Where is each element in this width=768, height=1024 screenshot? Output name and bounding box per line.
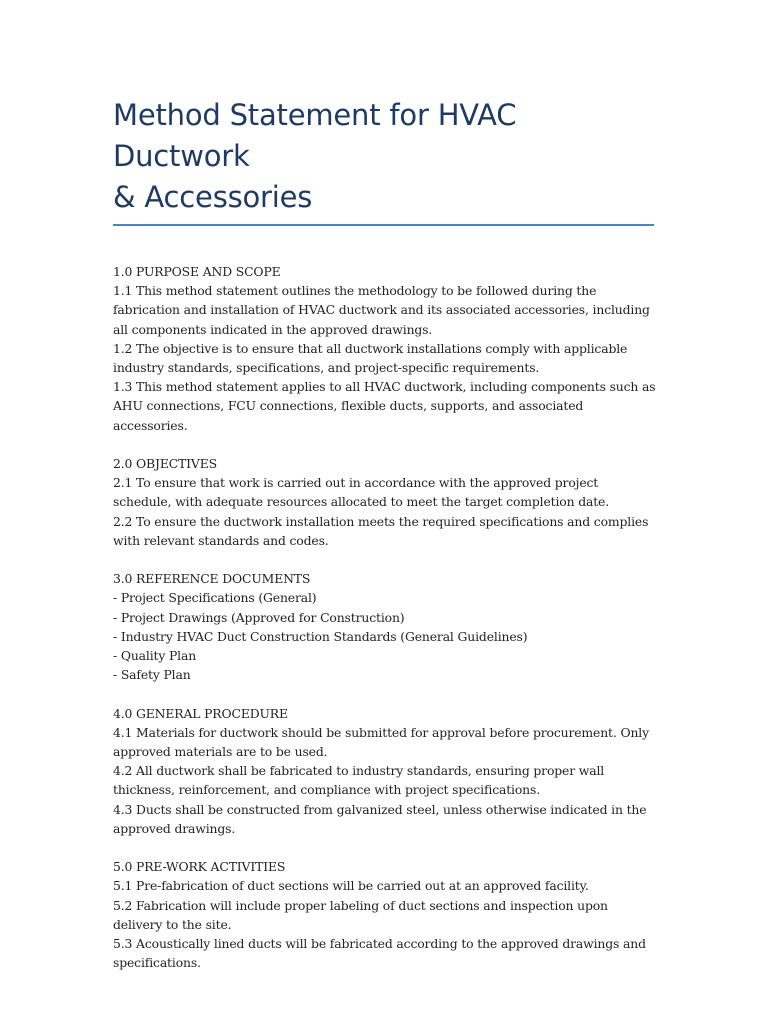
section-general-procedure: [113, 704, 658, 838]
reference-item: - Industry HVAC Duct Construction Standards (General Guidelines): [113, 628, 528, 644]
section-heading: 2.0 OBJECTIVES: [113, 456, 217, 472]
paragraph-5-2: 5.2 Fabrication will include proper labeling of duct sections and inspection upon delivery to the site.: [113, 897, 608, 932]
section-pre-work-activities: [113, 857, 658, 972]
section-reference-documents: [113, 569, 658, 684]
paragraph-1-1: 1.1 This method statement outlines the methodology to be followed during the fabrication and installation of HVAC ductwork and its associated accessories, including all components indicated in the approved drawings.: [113, 283, 650, 337]
paragraph-4-3: 4.3 Ducts shall be constructed from galvanized steel, unless otherwise indicated in the approved drawings.: [113, 801, 647, 836]
reference-item: - Project Specifications (General): [113, 590, 317, 606]
title-line-1: Method Statement for HVAC Ductwork: [113, 98, 517, 173]
section-heading: 3.0 REFERENCE DOCUMENTS: [113, 571, 311, 587]
paragraph-5-1: 5.1 Pre-fabrication of duct sections will be carried out at an approved facility.: [113, 878, 589, 894]
section-heading: 5.0 PRE-WORK ACTIVITIES: [113, 859, 286, 875]
section-objectives: [113, 454, 658, 550]
paragraph-2-2: 2.2 To ensure the ductwork installation meets the required specifications and complies with relevant standards and codes.: [113, 513, 649, 548]
paragraph-2-1: 2.1 To ensure that work is carried out in accordance with the approved project schedule, with adequate resources allocated to meet the target completion date.: [113, 475, 610, 510]
document-title: [113, 95, 654, 226]
document-body: [113, 262, 658, 972]
section-heading: 4.0 GENERAL PROCEDURE: [113, 705, 288, 721]
paragraph-1-2: 1.2 The objective is to ensure that all ductwork installations comply with applicable industry standards, specifications, and project-specific requirements.: [113, 340, 628, 376]
paragraph-5-3: 5.3 Acoustically lined ducts will be fabricated according to the approved drawings and specifications.: [113, 936, 646, 971]
section-purpose-and-scope: [113, 262, 658, 435]
paragraph-4-1: 4.1 Materials for ductwork should be submitted for approval before procurement. Only approved materials are to be used.: [113, 724, 649, 760]
section-heading: 1.0 PURPOSE AND SCOPE: [113, 264, 281, 279]
reference-item: - Project Drawings (Approved for Construction): [113, 609, 405, 625]
title-line-2: & Accessories: [113, 180, 313, 214]
paragraph-1-3: 1.3 This method statement applies to all HVAC ductwork, including components such as AHU connections, FCU connections, flexible ducts, supports, and associated accessories.: [113, 379, 656, 433]
reference-item: - Safety Plan: [113, 667, 191, 683]
document-page: [113, 95, 658, 992]
reference-item: - Quality Plan: [113, 648, 197, 664]
paragraph-4-2: 4.2 All ductwork shall be fabricated to industry standards, ensuring proper wall thickness, reinforcement, and compliance with project specifications.: [113, 763, 605, 798]
